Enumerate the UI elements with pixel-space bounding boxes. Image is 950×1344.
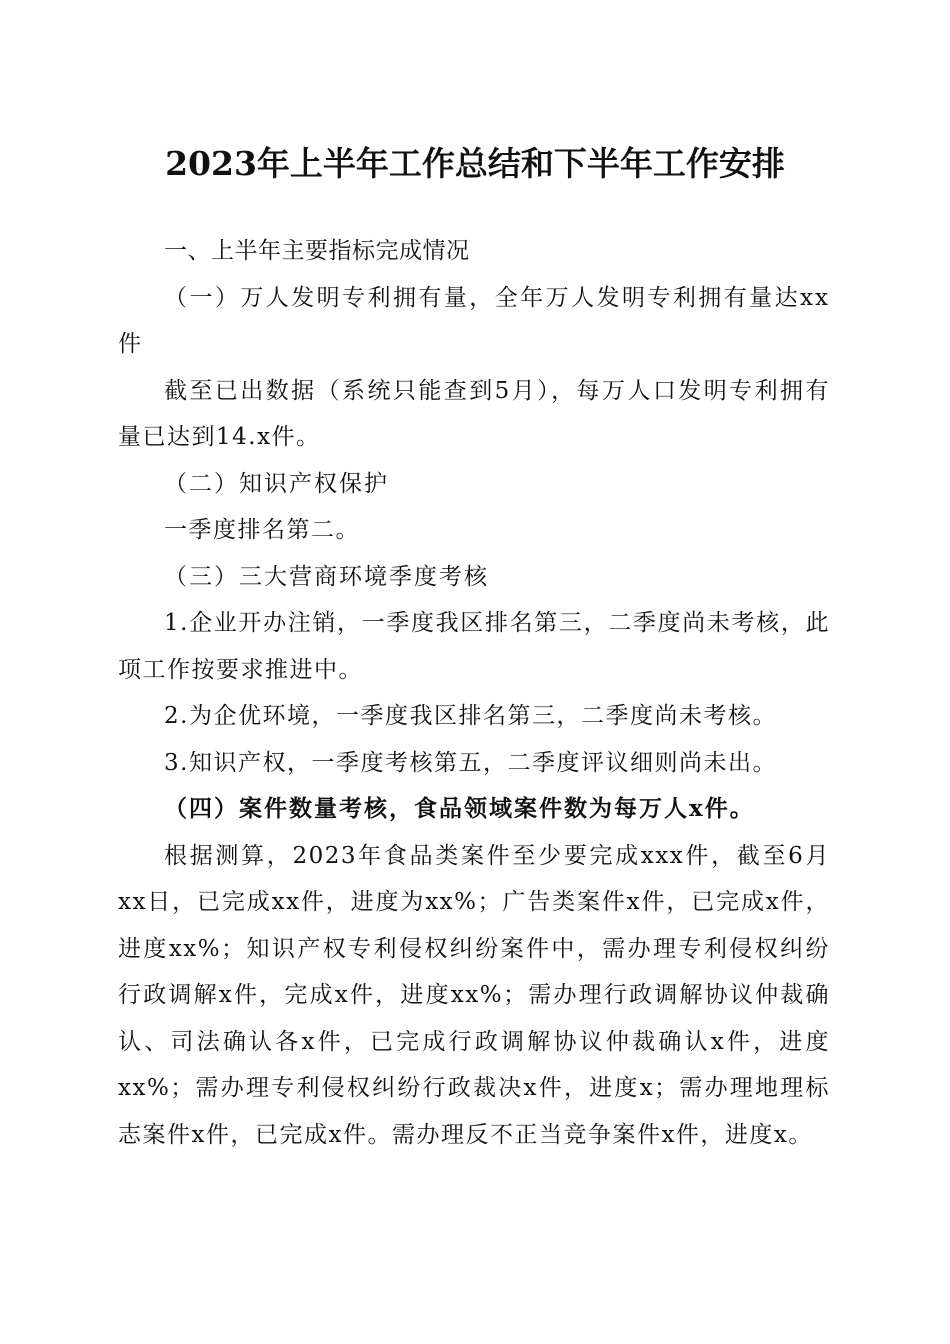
subsection-body-2: 一季度排名第二。 (164, 517, 360, 543)
subsection-body-4: 根据测算，2023年食品类案件至少要完成xxx件，截至6月xx日，已完成xx件，进度为xx%；广告类案件x件，已完成x件，进度xx%；知识产权专利侵权纠纷案件中，需办理专利侵权纠纷行政调解x件，完成x件，进度xx%；需办理行政调解协议仲裁确认、司法确认各x件，已完成行政调解协议仲裁确认x件，进度xx%；需办理专利侵权纠纷行政裁决x件，进度x；需办理地理标志案件x件，已完成x件。需办理反不正当竞争案件x件，进度x。 (118, 842, 830, 1148)
section-heading-1: 一、上半年主要指标完成情况 (164, 238, 470, 264)
list-item-1: 1.企业开办注销，一季度我区排名第三，二季度尚未考核，此项工作按要求推进中。 (118, 610, 830, 683)
list-item-2: 2.为企优环境，一季度我区排名第三，二季度尚未考核。 (164, 703, 777, 729)
list-item-3: 3.知识产权，一季度考核第五，二季度评议细则尚未出。 (164, 749, 777, 776)
document-body (118, 228, 830, 1158)
subsection-heading-1: （一）万人发明专利拥有量，全年万人发明专利拥有量达xx件 (118, 284, 830, 357)
subsection-heading-4: （四）案件数量考核，食品领域案件数为每万人x件。 (164, 795, 755, 822)
subsection-heading-2: （二）知识产权保护 (164, 470, 389, 497)
subsection-body-1: 截至已出数据（系统只能查到5月），每万人口发明专利拥有量已达到14.x件。 (118, 377, 830, 450)
subsection-heading-3: （三）三大营商环境季度考核 (164, 563, 489, 590)
document-title: 2023年上半年工作总结和下半年工作安排 (165, 144, 785, 183)
